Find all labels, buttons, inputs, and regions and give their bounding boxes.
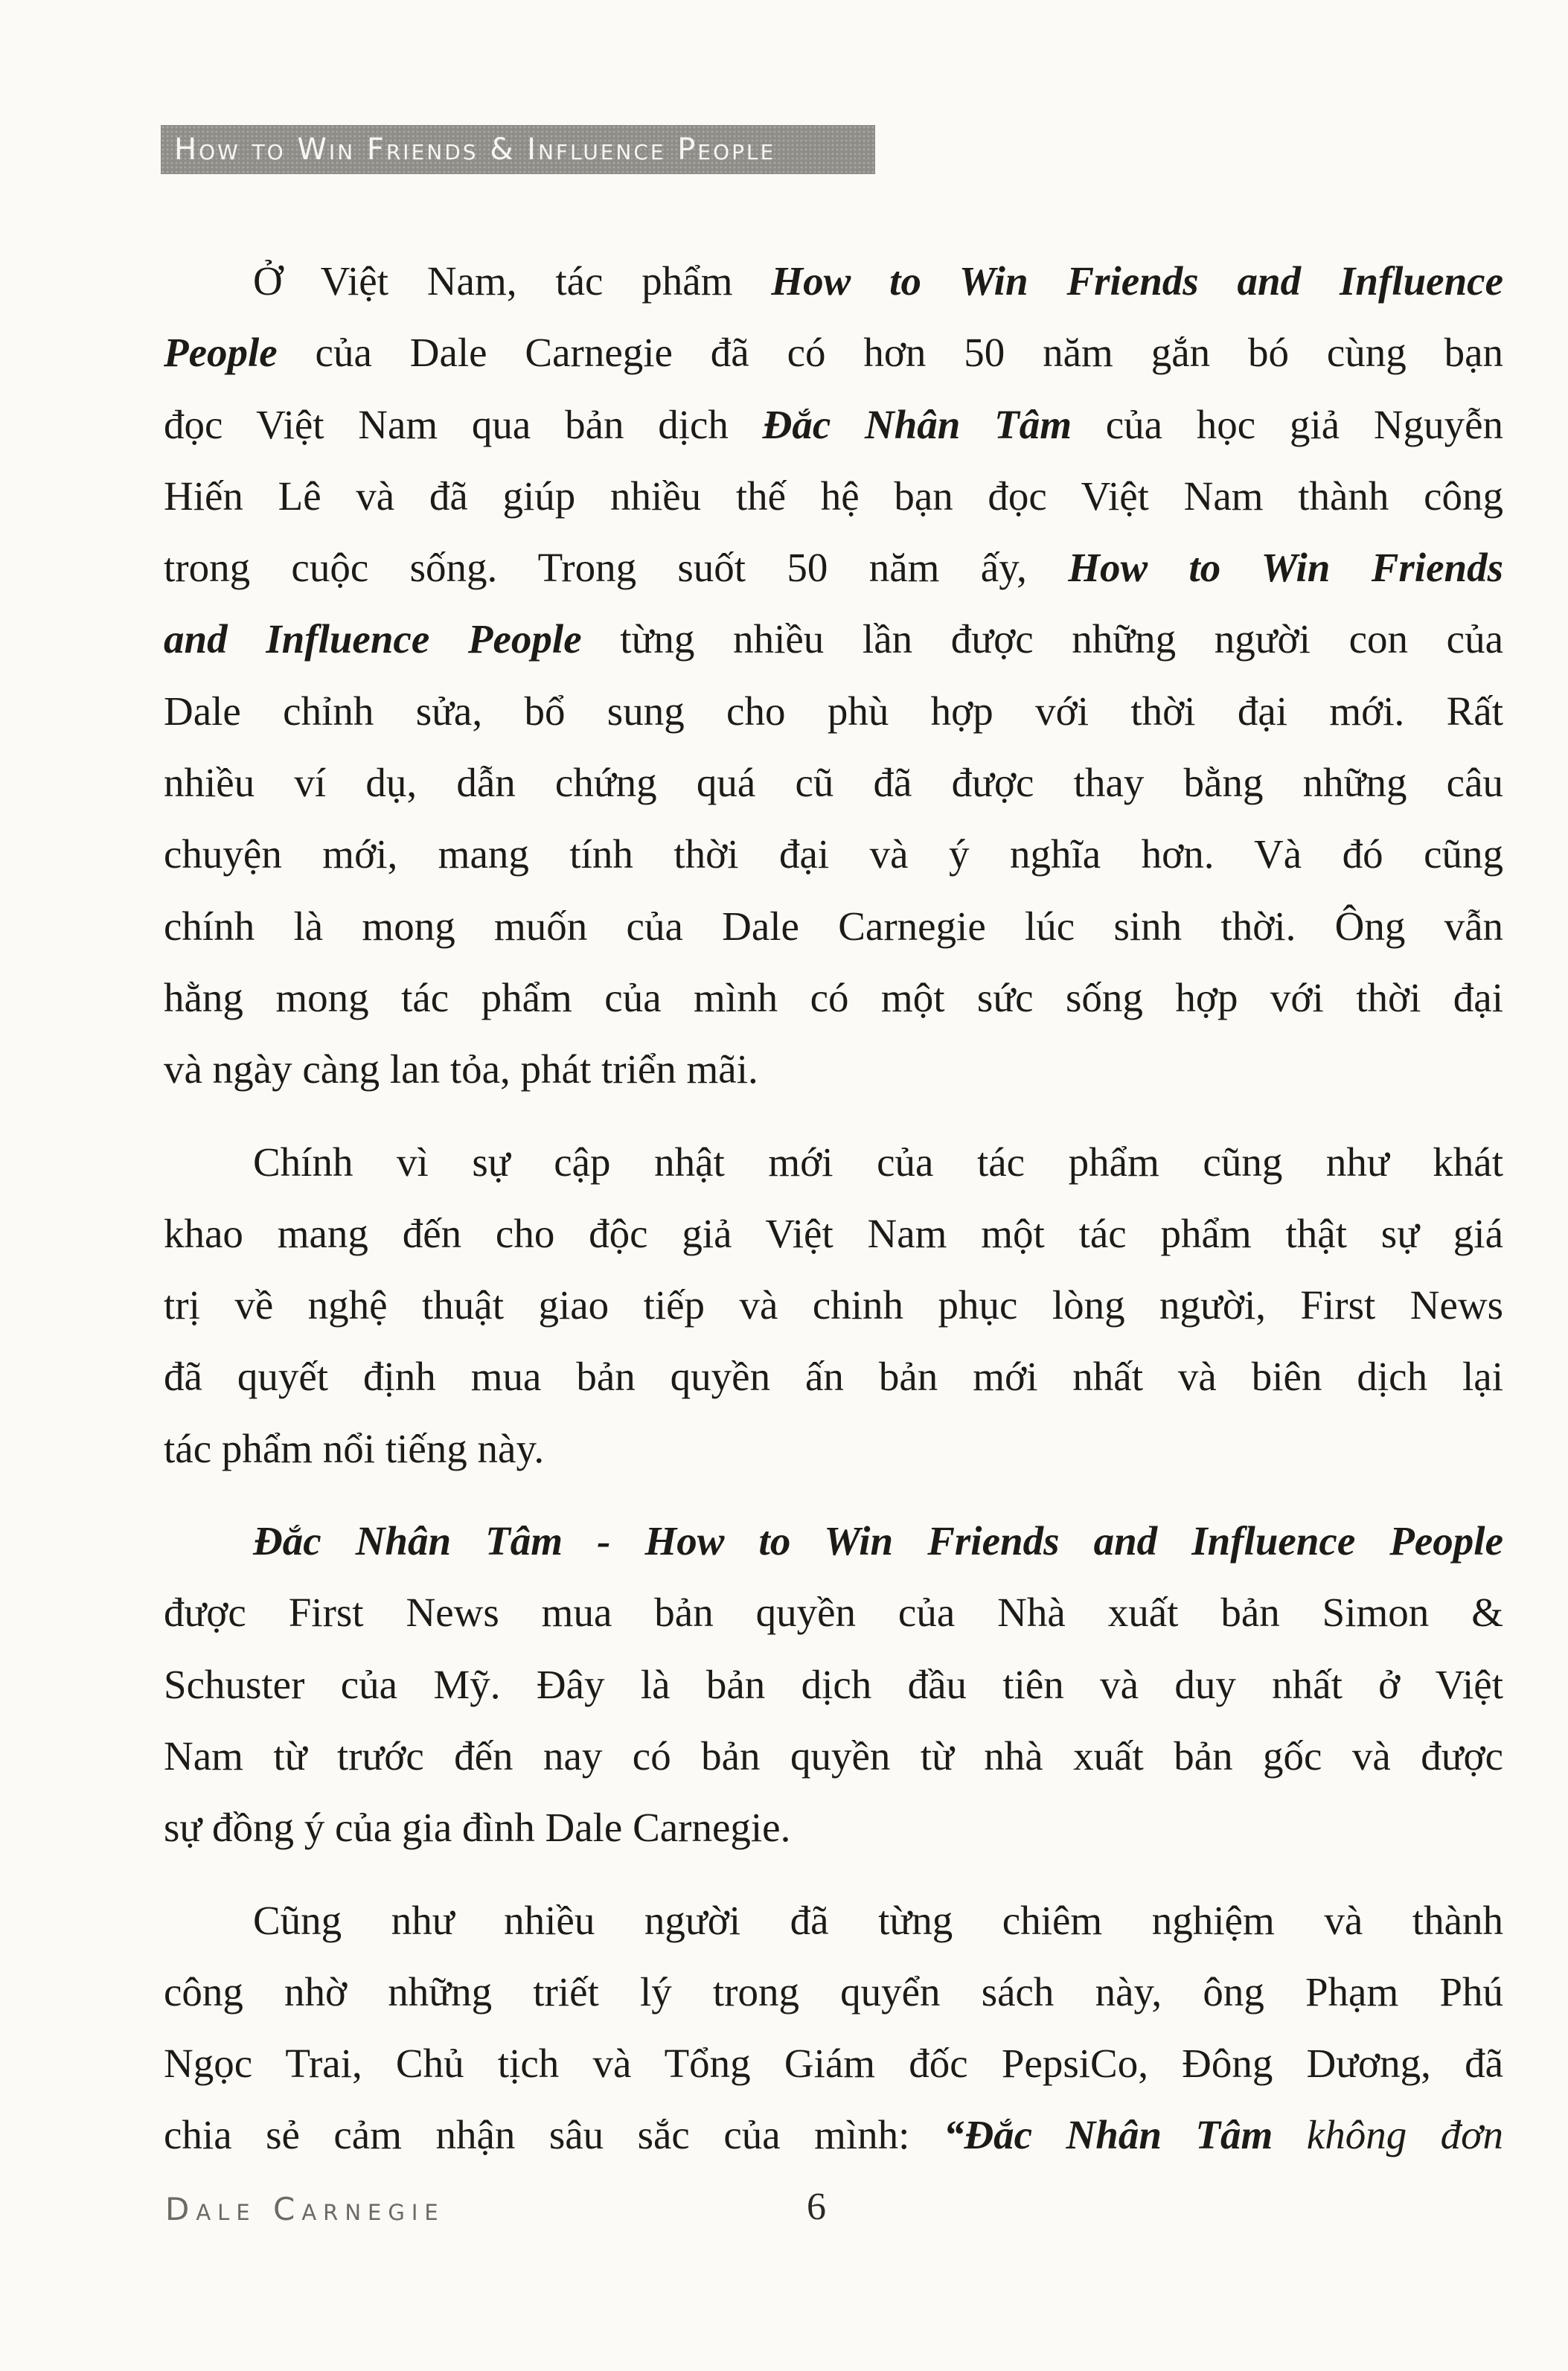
text-run: Ở Việt Nam, tác phẩm	[253, 258, 772, 304]
text-line	[164, 461, 1503, 532]
running-header-title: How to Win Friends & Influence People	[174, 132, 776, 167]
text-run: từng nhiều lần được những người con của	[581, 616, 1504, 662]
text-run: Hiến Lê và đã giúp nhiều thế hệ bạn đọc Việt Nam thành công	[164, 473, 1503, 519]
text-line	[164, 819, 1503, 890]
text-line	[164, 1413, 1503, 1485]
text-run: Dale chỉnh sửa, bổ sung cho phù hợp với thời đại mới. Rất	[164, 688, 1503, 734]
text-line	[164, 1198, 1503, 1270]
text-run: nhiều ví dụ, dẫn chứng quá cũ đã được thay bằng những câu	[164, 760, 1503, 806]
text-line	[164, 1577, 1503, 1648]
running-header-bar	[161, 125, 875, 174]
paragraph	[164, 246, 1503, 1106]
text-line	[164, 1341, 1503, 1412]
text-run: công nhờ những triết lý trong quyển sách này, ông Phạm Phú	[164, 1968, 1503, 2015]
emphasis-text: Đắc Nhân Tâm	[762, 401, 1072, 447]
text-line	[164, 604, 1503, 675]
text-run: Cũng như nhiều người đã từng chiêm nghiệm và thành	[253, 1897, 1503, 1943]
emphasis-text: How to Win Friends	[1068, 545, 1503, 591]
text-run: của Dale Carnegie đã có hơn 50 năm gắn bó cùng bạn	[277, 330, 1503, 376]
text-run: Schuster của Mỹ. Đây là bản dịch đầu tiên và duy nhất ở Việt	[164, 1661, 1503, 1707]
text-line	[164, 317, 1503, 388]
text-run: tác phẩm nổi tiếng này.	[164, 1425, 545, 1471]
paragraph	[164, 1506, 1503, 1863]
text-run: đọc Việt Nam qua bản dịch	[164, 401, 763, 447]
text-line	[164, 962, 1503, 1034]
text-line	[164, 1270, 1503, 1341]
text-line	[164, 2099, 1503, 2171]
italic-text: không đơn	[1306, 2112, 1504, 2158]
footer-author: Dale Carnegie	[165, 2191, 445, 2227]
text-line	[164, 2028, 1503, 2099]
text-run: khao mang đến cho độc giả Việt Nam một tác phẩm thật sự giá	[164, 1210, 1503, 1256]
text-run: chính là mong muốn của Dale Carnegie lúc sinh thời. Ông vẫn	[164, 903, 1503, 949]
emphasis-text: How to Win Friends and Influence	[771, 258, 1503, 304]
text-run: Ngọc Trai, Chủ tịch và Tổng Giám đốc PepsiCo, Đông Dương, đã	[164, 2041, 1503, 2087]
text-line	[164, 1792, 1503, 1863]
text-line	[164, 676, 1503, 747]
text-run: Chính vì sự cập nhật mới của tác phẩm cũng như khát	[253, 1139, 1503, 1185]
text-run: được First News mua bản quyền của Nhà xuất bản Simon &	[164, 1590, 1503, 1636]
text-run: trị về nghệ thuật giao tiếp và chinh phục lòng người, First News	[164, 1282, 1503, 1328]
text-run: trong cuộc sống. Trong suốt 50 năm ấy,	[164, 545, 1069, 591]
emphasis-text: People	[164, 330, 278, 376]
paragraph	[164, 1127, 1503, 1485]
text-line	[164, 1127, 1503, 1198]
text-line	[164, 1649, 1503, 1721]
text-line	[164, 1956, 1503, 2028]
text-line	[164, 389, 1503, 461]
text-line	[164, 747, 1503, 819]
page-body	[164, 246, 1503, 2172]
text-run	[1273, 2112, 1306, 2157]
emphasis-text: “Đắc Nhân Tâm	[943, 2112, 1273, 2158]
text-line	[164, 1721, 1503, 1792]
text-run: của học giả Nguyễn	[1072, 401, 1504, 447]
page-number: 6	[807, 2186, 826, 2228]
text-line	[164, 1506, 1503, 1577]
text-run: chuyện mới, mang tính thời đại và ý nghĩa hơn. Và đó cũng	[164, 831, 1503, 877]
text-run: sự đồng ý của gia đình Dale Carnegie.	[164, 1805, 791, 1851]
text-line	[164, 1034, 1503, 1105]
text-run: Nam từ trước đến nay có bản quyền từ nhà xuất bản gốc và được	[164, 1732, 1503, 1779]
text-line	[164, 1885, 1503, 1956]
text-run: đã quyết định mua bản quyền ấn bản mới nhất và biên dịch lại	[164, 1354, 1503, 1400]
text-run: và ngày càng lan tỏa, phát triển mãi.	[164, 1046, 758, 1092]
emphasis-text: Đắc Nhân Tâm - How to Win Friends and Influence People	[253, 1518, 1503, 1564]
text-line	[164, 246, 1503, 317]
emphasis-text: and Influence People	[164, 616, 582, 662]
text-line	[164, 532, 1503, 604]
text-run: chia sẻ cảm nhận sâu sắc của mình:	[164, 2112, 944, 2158]
text-run: hằng mong tác phẩm của mình có một sức sống hợp với thời đại	[164, 974, 1503, 1020]
paragraph	[164, 1885, 1503, 2172]
text-line	[164, 891, 1503, 962]
